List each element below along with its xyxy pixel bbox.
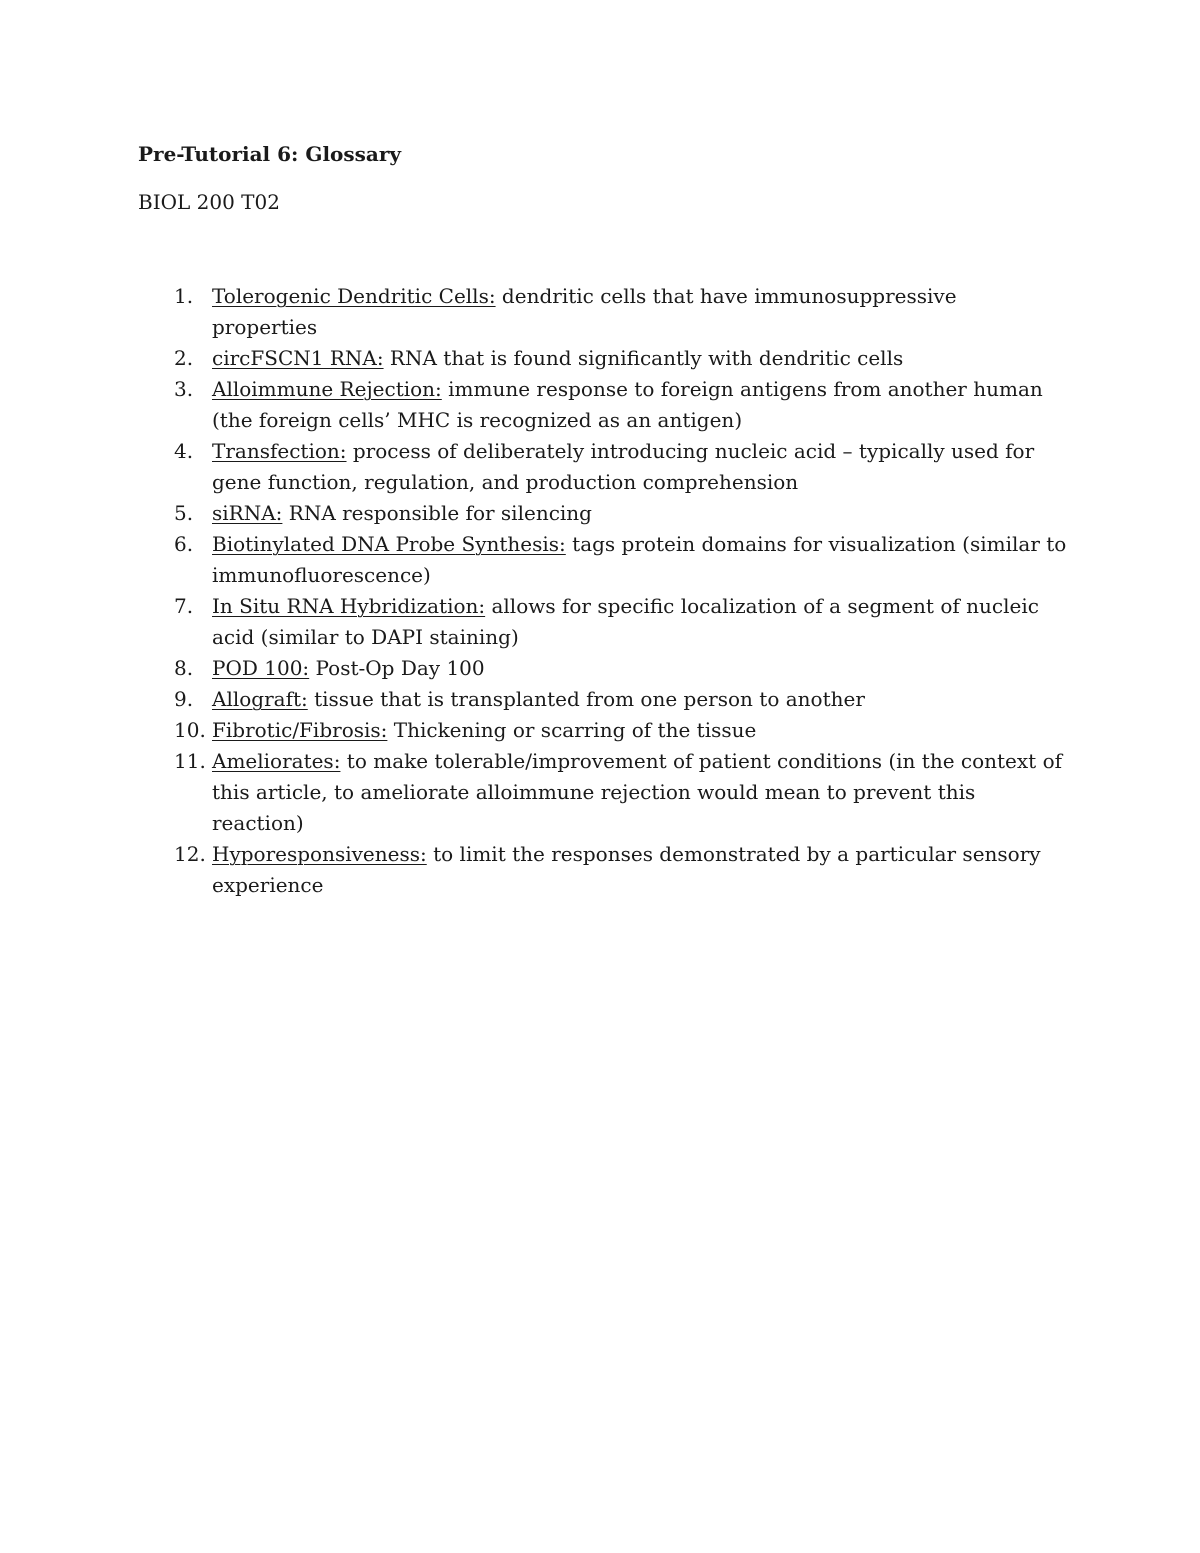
glossary-item (138, 529, 1068, 591)
item-number: 1. (174, 284, 194, 308)
glossary-term: Fibrotic/Fibrosis: (212, 718, 388, 742)
glossary-term: Biotinylated DNA Probe Synthesis: (212, 532, 566, 556)
glossary-item (138, 374, 1068, 436)
glossary-definition: RNA responsible for silencing (282, 501, 592, 525)
item-number: 8. (174, 656, 194, 680)
glossary-definition: Post-Op Day 100 (309, 656, 485, 680)
item-number: 7. (174, 594, 194, 618)
glossary-definition: immune response to foreign antigens from another human (the foreign cells’ MHC is recognized as an antigen) (212, 377, 1043, 432)
glossary-item (138, 343, 1068, 374)
item-number: 5. (174, 501, 194, 525)
glossary-definition: to limit the responses demonstrated by a particular sensory experience (212, 842, 1041, 897)
glossary-item (138, 715, 1068, 746)
glossary-definition: tags protein domains for visualization (similar to immunofluorescence) (212, 532, 1067, 587)
glossary-term: Ameliorates: (212, 749, 341, 773)
glossary-item (138, 591, 1068, 653)
page-title: Pre-Tutorial 6: Glossary (138, 142, 402, 166)
item-number: 10. (174, 718, 206, 742)
glossary-list (138, 281, 1068, 901)
item-number: 6. (174, 532, 194, 556)
glossary-item (138, 653, 1068, 684)
glossary-term: Transfection: (212, 439, 347, 463)
glossary-term: Hyporesponsiveness: (212, 842, 427, 866)
glossary-definition: process of deliberately introducing nucleic acid – typically used for gene function, regulation, and production comprehension (212, 439, 1035, 494)
glossary-definition: RNA that is found significantly with dendritic cells (383, 346, 904, 370)
glossary-term: siRNA: (212, 501, 283, 525)
glossary-term: Allograft: (212, 687, 308, 711)
glossary-item (138, 498, 1068, 529)
item-number: 3. (174, 377, 194, 401)
glossary-definition: Thickening or scarring of the tissue (387, 718, 757, 742)
item-number: 2. (174, 346, 194, 370)
glossary-item (138, 684, 1068, 715)
glossary-item (138, 746, 1068, 839)
glossary-item (138, 436, 1068, 498)
glossary-term: In Situ RNA Hybridization: (212, 594, 486, 618)
glossary-definition: dendritic cells that have immunosuppressive properties (212, 284, 957, 339)
glossary-definition: to make tolerable/improvement of patient conditions (in the context of this article, to ameliorate alloimmune rejection would mean to prevent this reaction) (212, 749, 1063, 835)
glossary-definition: allows for specific localization of a segment of nucleic acid (similar to DAPI staining) (212, 594, 1039, 649)
glossary-term: circFSCN1 RNA: (212, 346, 384, 370)
glossary-definition: tissue that is transplanted from one person to another (307, 687, 865, 711)
glossary-term: POD 100: (212, 656, 310, 680)
glossary-item (138, 839, 1068, 901)
glossary-term: Tolerogenic Dendritic Cells: (212, 284, 496, 308)
item-number: 12. (174, 842, 206, 866)
glossary-item (138, 281, 1068, 343)
item-number: 9. (174, 687, 194, 711)
glossary-term: Alloimmune Rejection: (212, 377, 442, 401)
course-code: BIOL 200 T02 (138, 190, 280, 214)
item-number: 4. (174, 439, 194, 463)
item-number: 11. (174, 749, 206, 773)
